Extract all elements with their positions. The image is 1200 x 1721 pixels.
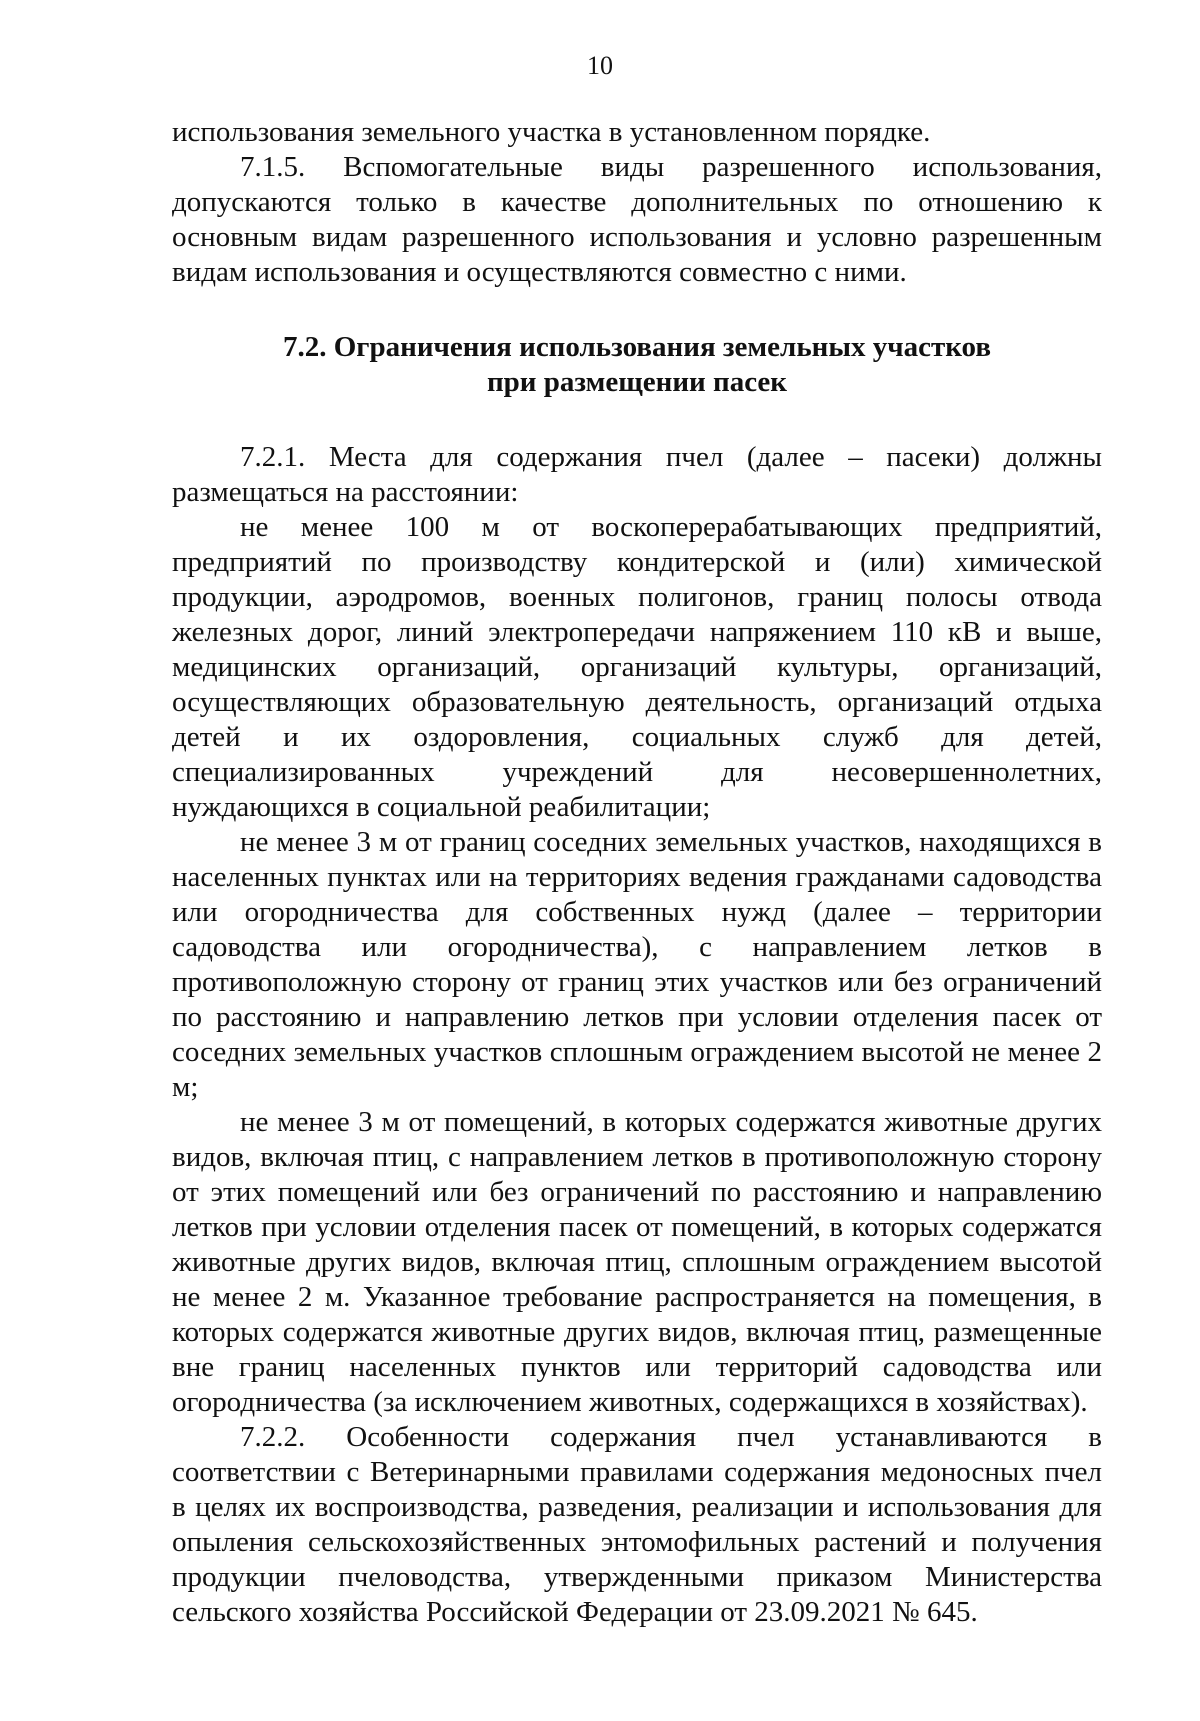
document-body (172, 115, 1102, 1630)
section-heading (172, 330, 1102, 400)
section-heading-line-1: 7.2. Ограничения использования земельных участков (283, 331, 991, 363)
paragraph-distance-3m-premises: не менее 3 м от помещений, в которых содержатся животные других видов, включая птиц, с направлением летков в противоположную сторону от этих помещений или без ограничений по расстоянию и направлению летков при условии отделения пасек от помещений, в которых содержатся животные других видов, включая птиц, сплошным ограждением высотой не менее 2 м. Указанное требование распространяется на помещения, в которых содержатся животные других видов, включая птиц, размещенные вне границ населенных пунктов или территорий садоводства или огородничества (за исключением животных, содержащихся в хозяйствах). (172, 1106, 1102, 1418)
paragraph-distance-100m: не менее 100 м от воскоперерабатывающих предприятий, предприятий по производству кондитерской и (или) химической продукции, аэродромов, военных полигонов, границ полосы отвода железных дорог, линий электропередачи напряжением 110 кВ и выше, медицинских организаций, организаций культуры, организаций, осуществляющих образовательную деятельность, организаций отдыха детей и их оздоровления, социальных служб для детей, специализированных учреждений для несовершеннолетних, нуждающихся в социальной реабилитации; (172, 511, 1102, 823)
section-heading-line-2: при размещении пасек (486, 366, 788, 398)
paragraph-7-2-1: 7.2.1. Места для содержания пчел (далее – пасеки) должны размещаться на расстоянии: (172, 441, 1102, 508)
paragraph-distance-3m-plots: не менее 3 м от границ соседних земельных участков, находящихся в населенных пунктах или на территориях ведения гражданами садоводства или огородничества для собственных нужд (далее – территории садоводства или огородничества), с направлением летков в противоположную сторону от границ этих участков или без ограничений по расстоянию и направлению летков при условии отделения пасек от соседних земельных участков сплошным ограждением высотой не менее 2 м; (172, 826, 1102, 1103)
paragraph-7-1-5: 7.1.5. Вспомогательные виды разрешенного использования, допускаются только в качестве дополнительных по отношению к основным видам разрешенного использования и условно разрешенным видам использования и осуществляются совместно с ними. (172, 151, 1102, 288)
paragraph-continuation: использования земельного участка в установленном порядке. (172, 116, 931, 148)
page-number: 10 (587, 51, 613, 80)
paragraph-7-2-2: 7.2.2. Особенности содержания пчел устанавливаются в соответствии с Ветеринарными правилами содержания медоносных пчел в целях их воспроизводства, разведения, реализации и использования для опыления сельскохозяйственных энтомофильных растений и получения продукции пчеловодства, утвержденными приказом Министерства сельского хозяйства Российской Федерации от 23.09.2021 № 645. (172, 1421, 1102, 1628)
